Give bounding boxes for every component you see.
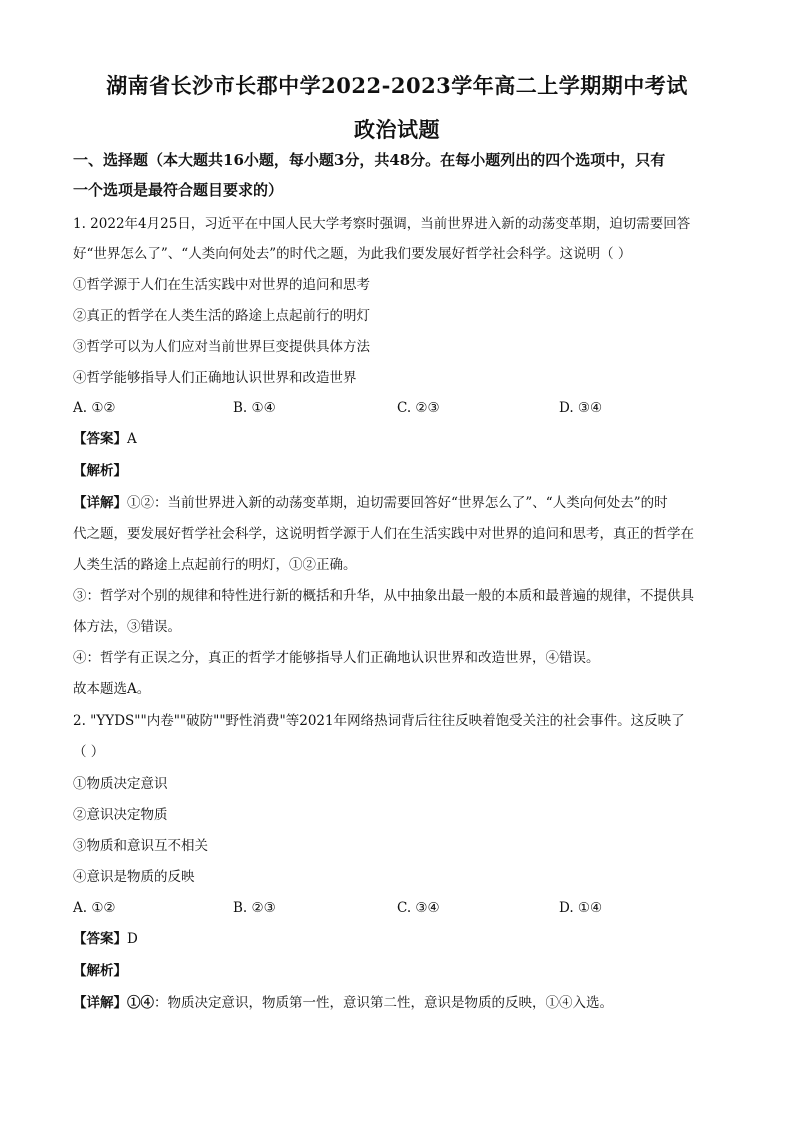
q1-answer: [73, 429, 725, 449]
q2-stem-line1: 2. "YYDS""内卷""破防""野性消费"等2021年网络热词背后往往反映着饱受关注的社会事件。这反映了: [73, 713, 685, 729]
q2-answer: [73, 929, 725, 949]
q2-options: [73, 898, 725, 918]
q2-option-b: B. ②③: [233, 900, 276, 916]
q1-statement-3: ③哲学可以为人们应对当前世界巨变提供具体方法: [73, 339, 370, 355]
q1-detail-text: ①②：当前世界进入新的动荡变革期，迫切需要回答好“世界怎么了”、“人类向何处去”的时: [127, 495, 668, 511]
q2-detail-text: ：物质决定意识，物质第一性，意识第二性，意识是物质的反映，①④入选。: [154, 995, 613, 1011]
q1-statement-1: ①哲学源于人们在生活实践中对世界的追问和思考: [73, 277, 370, 293]
q2-statement-4: ④意识是物质的反映: [73, 869, 195, 885]
q1-option-b: B. ①④: [233, 400, 276, 416]
q2-option-d: D. ①④: [559, 900, 603, 916]
q1-option-d: D. ③④: [559, 400, 603, 416]
section-heading-line1: 一、选择题（本大题共16小题，每小题3分，共48分。在每小题列出的四个选项中，只有: [73, 151, 666, 169]
q1-statement-4: ④哲学能够指导人们正确地认识世界和改造世界: [73, 370, 357, 386]
q2-statement-3: ③物质和意识互不相关: [73, 838, 208, 854]
q1-detail-tag: 【详解】: [73, 495, 127, 511]
q1-answer-value: A: [127, 431, 137, 447]
q1-detail-line5: 体方法，③错误。: [73, 619, 181, 635]
q2-stem-line2: （ ）: [73, 744, 105, 760]
q2-analysis-tag: 【解析】: [73, 963, 127, 979]
q2-detail-lead: ①④: [127, 995, 154, 1011]
q1-detail-line2: 代之题，要发展好哲学社会科学，这说明哲学源于人们在生活实践中对世界的追问和思考，真正的哲学在: [73, 526, 694, 542]
q1-statement-2: ②真正的哲学在人类生活的路途上点起前行的明灯: [73, 308, 370, 324]
q1-conclusion: 故本题选A。: [73, 681, 151, 697]
q1-detail-line1: [73, 493, 725, 513]
q1-analysis-tag: 【解析】: [73, 463, 127, 479]
q1-detail-line4: ③：哲学对个别的规律和特性进行新的概括和升华，从中抽象出最一般的本质和最普遍的规律，不提供具: [73, 588, 694, 604]
q2-detail-line1: [73, 993, 725, 1013]
q1-option-a: A. ①②: [73, 400, 116, 416]
q1-option-c: C. ②③: [397, 400, 440, 416]
page-subtitle: 政治试题: [354, 117, 440, 142]
page-title: 湖南省长沙市长郡中学2022-2023学年高二上学期期中考试: [106, 73, 688, 98]
q1-detail-line3: 人类生活的路途上点起前行的明灯，①②正确。: [73, 557, 357, 573]
q2-answer-value: D: [127, 931, 138, 947]
q2-option-a: A. ①②: [73, 900, 116, 916]
q1-stem-line1: 1. 2022年4月25日，习近平在中国人民大学考察时强调，当前世界进入新的动荡变革期，迫切需要回答: [73, 216, 691, 232]
q2-statement-1: ①物质决定意识: [73, 776, 168, 792]
q1-stem-line2: 好“世界怎么了”、“人类向何处去”的时代之题，为此我们要发展好哲学社会科学。这说明（ ）: [73, 246, 632, 262]
q1-answer-tag: 【答案】: [73, 431, 127, 447]
q1-options: [73, 398, 725, 418]
q2-option-c: C. ③④: [397, 900, 440, 916]
q2-answer-tag: 【答案】: [73, 931, 127, 947]
q2-statement-2: ②意识决定物质: [73, 807, 168, 823]
q2-detail-tag: 【详解】: [73, 995, 127, 1011]
section-heading-line2: 一个选项是最符合题目要求的）: [73, 181, 284, 199]
q1-detail-line6: ④：哲学有正误之分，真正的哲学才能够指导人们正确地认识世界和改造世界，④错误。: [73, 650, 600, 666]
